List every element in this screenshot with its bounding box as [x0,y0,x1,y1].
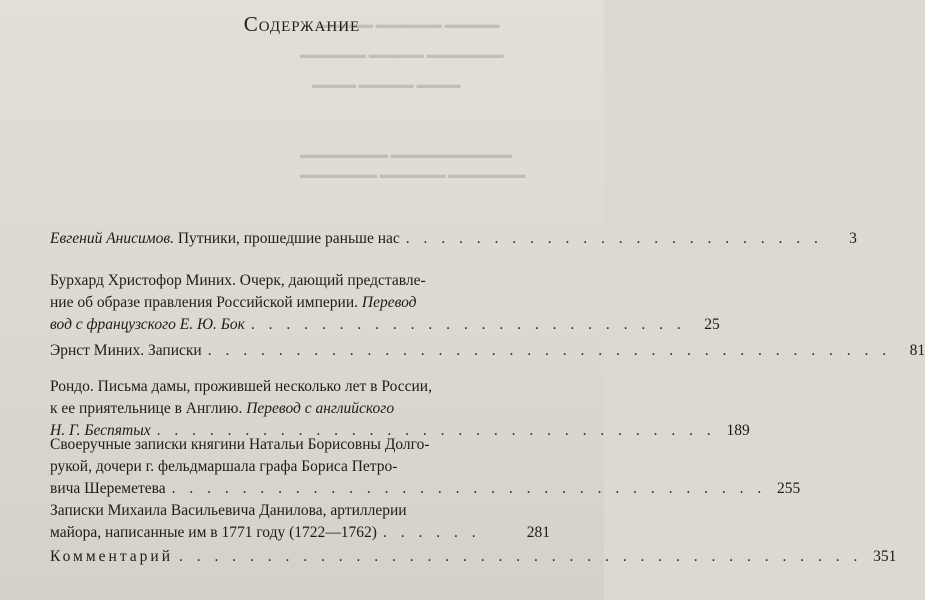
entry-title: Комментарий [50,548,173,565]
dot-leader: . . . . . . . . . . . . . . . . . . . . . . . . . . . . . . . . . . . . . . . [207,342,892,359]
toc-entry[interactable] [50,376,750,442]
toc-entry[interactable] [50,434,801,500]
entry-page-number: 3 [849,230,857,247]
entry-title: Эрнст Миних. Записки [50,342,202,359]
entry-page-number: 351 [873,548,897,565]
page-title: Содержание [243,12,361,36]
entry-title-cont: к ее приятельнице в Англию. [50,400,243,417]
entry-title-cont: рукой, дочери г. фельдмаршала графа Бориса Петро- [50,458,398,475]
dot-leader: . . . . . . . . . . . . . . . . . . . . . . . . [405,230,823,247]
entry-page-number: 189 [726,422,750,439]
dot-leader: . . . . . . . . . . . . . . . . . . . . . . . . . [250,316,686,333]
entry-page-number: 25 [704,316,720,333]
entry-translator: Н. Г. Беспятых [50,422,151,439]
dot-leader: . . . . . . . . . . . . . . . . . . . . . . . . . . . . . . . . [156,422,716,439]
bleed-through-text: ▬▬▬▬▬▬▬▬ ▬▬▬▬▬▬▬▬▬▬▬ [300,149,512,161]
entry-title: Рондо. Письма дамы, прожившей несколько лет в России, [50,378,432,395]
entry-title: Путники, прошедшие раньше нас [177,230,400,247]
entry-translator: Перевод с английского [246,400,395,417]
entry-title: Записки Михаила Васильевича Данилова, артиллерии [50,502,407,519]
entry-title-cont: вича Шереметева [50,480,166,497]
entry-title-cont: майора, написанные им в 1771 году (1722—1762) [50,524,377,541]
toc-entry[interactable] [50,340,925,362]
entry-page-number: 255 [777,480,801,497]
entry-author: Евгений Анисимов. [50,230,174,247]
dot-leader: . . . . . . . . . . . . . . . . . . . . . . . . . . . . . . . . . . [171,480,767,497]
entry-title: Своеручные записки княгини Натальи Борисовны Долго- [50,436,430,453]
toc-entry[interactable] [50,270,720,336]
bleed-through-text: ▬▬▬▬▬▬ ▬▬▬▬▬ ▬▬▬▬▬▬▬ [300,49,504,61]
toc-entry[interactable] [50,228,857,250]
entry-translator: Перевод [361,294,417,311]
entry-translator: вод с французского Е. Ю. Бок [50,316,245,333]
toc-entry[interactable] [50,500,550,544]
entry-title-cont: ние об образе правления Российской империи. [50,294,359,311]
dot-leader: . . . . . . . . . . . . . . . . . . . . . . . . . . . . . . . . . . . . . . . [179,548,863,565]
entry-page-number: 81 [909,342,925,359]
bleed-through-text: ▬▬▬▬ ▬▬▬▬▬ ▬▬▬▬ [312,79,461,91]
entry-title: Бурхард Христофор Миних. Очерк, дающий представле- [50,272,426,289]
dot-leader: . . . . . . [382,524,481,541]
entry-page-number: 281 [526,524,550,541]
toc-entry[interactable] [50,546,897,568]
bleed-through-text: ▬▬▬▬▬▬▬ ▬▬▬▬▬▬ ▬▬▬▬▬▬▬ [300,169,526,181]
bleed-through-text: ▬▬▬▬▬ ▬▬▬▬▬▬ ▬▬▬▬▬ [318,19,500,31]
